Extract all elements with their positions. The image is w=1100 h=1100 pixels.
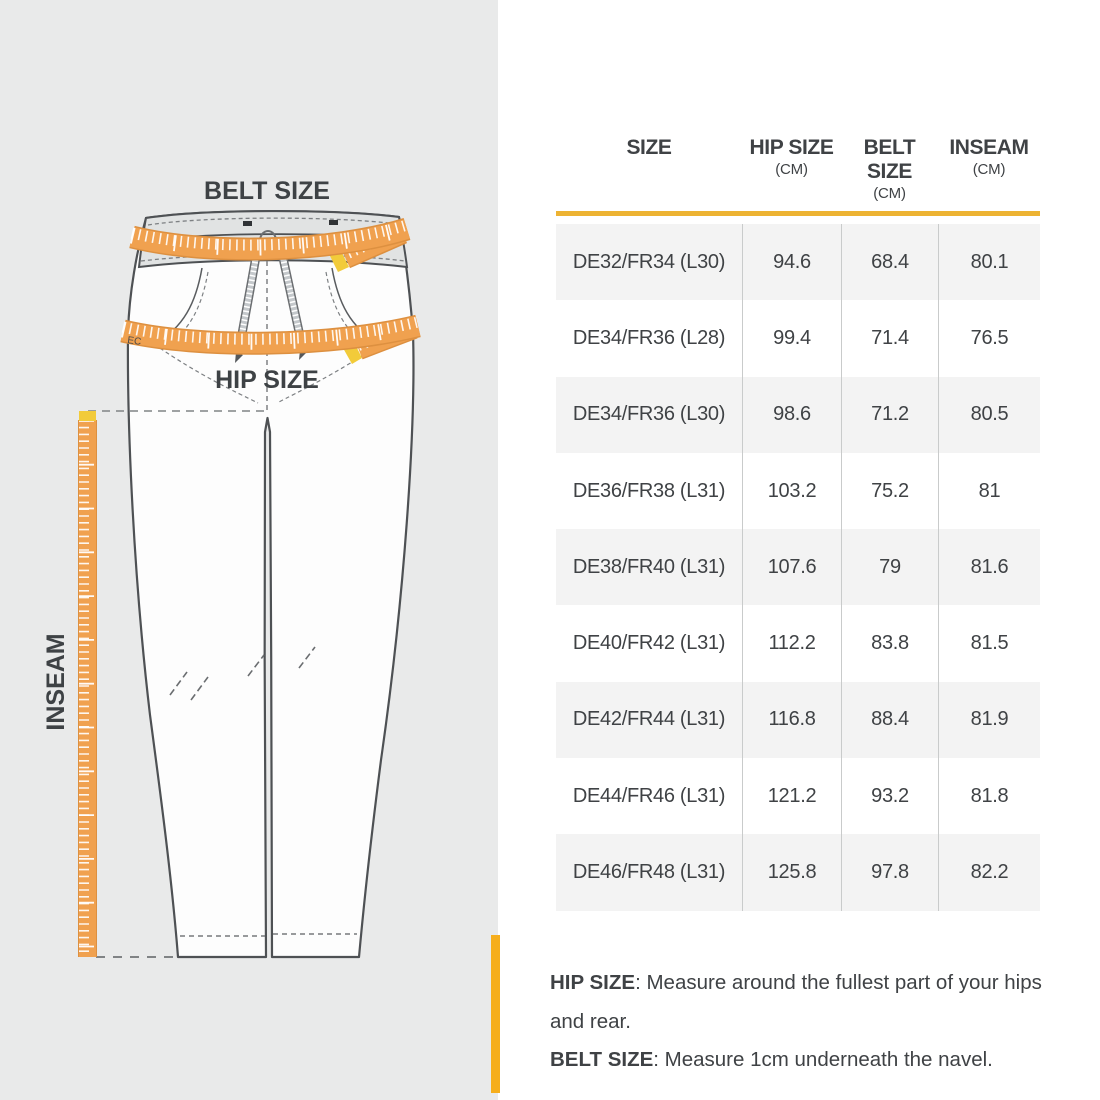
hip-cell: 112.2 — [742, 605, 841, 681]
inseam-tape — [79, 411, 96, 957]
belt-cell: 68.4 — [841, 224, 938, 300]
table-body — [556, 224, 1040, 911]
size-cell: DE32/FR34 (L30) — [572, 250, 726, 273]
inseam-cell: 76.5 — [938, 300, 1040, 376]
table-row — [556, 453, 1040, 529]
hip-cell: 116.8 — [742, 682, 841, 758]
inseam-cell: 81.9 — [938, 682, 1040, 758]
hip-cell: 103.2 — [742, 453, 841, 529]
hip-cell: 125.8 — [742, 834, 841, 910]
inseam-cell: 80.1 — [938, 224, 1040, 300]
hip-cell: 121.2 — [742, 758, 841, 834]
measurement-notes — [550, 964, 1080, 1080]
pants-measurement-diagram — [0, 0, 498, 1100]
accent-bar — [491, 935, 500, 1093]
size-cell: DE40/FR42 (L31) — [572, 632, 726, 655]
table-row — [556, 682, 1040, 758]
column-header-size: SIZE — [626, 136, 672, 159]
header-underline — [556, 211, 1040, 216]
tape-print-text: EC — [126, 335, 142, 348]
inseam-cell: 82.2 — [938, 834, 1040, 910]
hip-size-label: HIP SIZE — [215, 366, 319, 394]
belt-cell: 83.8 — [841, 605, 938, 681]
size-cell: DE46/FR48 (L31) — [572, 861, 726, 884]
hip-cell: 98.6 — [742, 377, 841, 453]
belt-size-label: BELT SIZE — [204, 177, 330, 205]
belt-cell: 97.8 — [841, 834, 938, 910]
inseam-cell: 81 — [938, 453, 1040, 529]
size-table — [556, 122, 1040, 911]
belt-cell: 71.4 — [841, 300, 938, 376]
belt-cell: 88.4 — [841, 682, 938, 758]
belt-cell: 71.2 — [841, 377, 938, 453]
table-row — [556, 758, 1040, 834]
table-header-row — [556, 122, 1040, 203]
table-row — [556, 834, 1040, 910]
hip-cell: 107.6 — [742, 529, 841, 605]
table-row — [556, 300, 1040, 376]
pants-outline — [128, 211, 414, 957]
table-row — [556, 605, 1040, 681]
size-cell: DE34/FR36 (L28) — [572, 326, 726, 349]
column-header-inseam: INSEAM (CM) — [949, 136, 1029, 178]
inseam-cell: 81.5 — [938, 605, 1040, 681]
size-cell: DE34/FR36 (L30) — [572, 403, 726, 426]
belt-size-note: BELT SIZE: Measure 1cm underneath the navel. — [550, 1048, 993, 1071]
size-cell: DE42/FR44 (L31) — [572, 708, 726, 731]
hip-size-note: HIP SIZE: Measure around the fullest part of your hips and rear. — [550, 971, 1042, 1033]
illustration-panel — [0, 0, 498, 1100]
table-row — [556, 529, 1040, 605]
size-cell: DE44/FR46 (L31) — [572, 784, 726, 807]
hip-cell: 94.6 — [742, 224, 841, 300]
inseam-cell: 81.6 — [938, 529, 1040, 605]
belt-cell: 75.2 — [841, 453, 938, 529]
belt-cell: 93.2 — [841, 758, 938, 834]
table-row — [556, 377, 1040, 453]
hip-cell: 99.4 — [742, 300, 841, 376]
column-header-hip: HIP SIZE (CM) — [749, 136, 834, 178]
inseam-cell: 80.5 — [938, 377, 1040, 453]
inseam-cell: 81.8 — [938, 758, 1040, 834]
belt-loop — [329, 220, 338, 225]
table-row — [556, 224, 1040, 300]
size-cell: DE36/FR38 (L31) — [572, 479, 726, 502]
inseam-label: INSEAM — [42, 633, 70, 731]
size-cell: DE38/FR40 (L31) — [572, 555, 726, 578]
belt-cell: 79 — [841, 529, 938, 605]
belt-loop — [243, 221, 252, 226]
column-header-belt: BELT SIZE (CM) — [863, 136, 916, 202]
